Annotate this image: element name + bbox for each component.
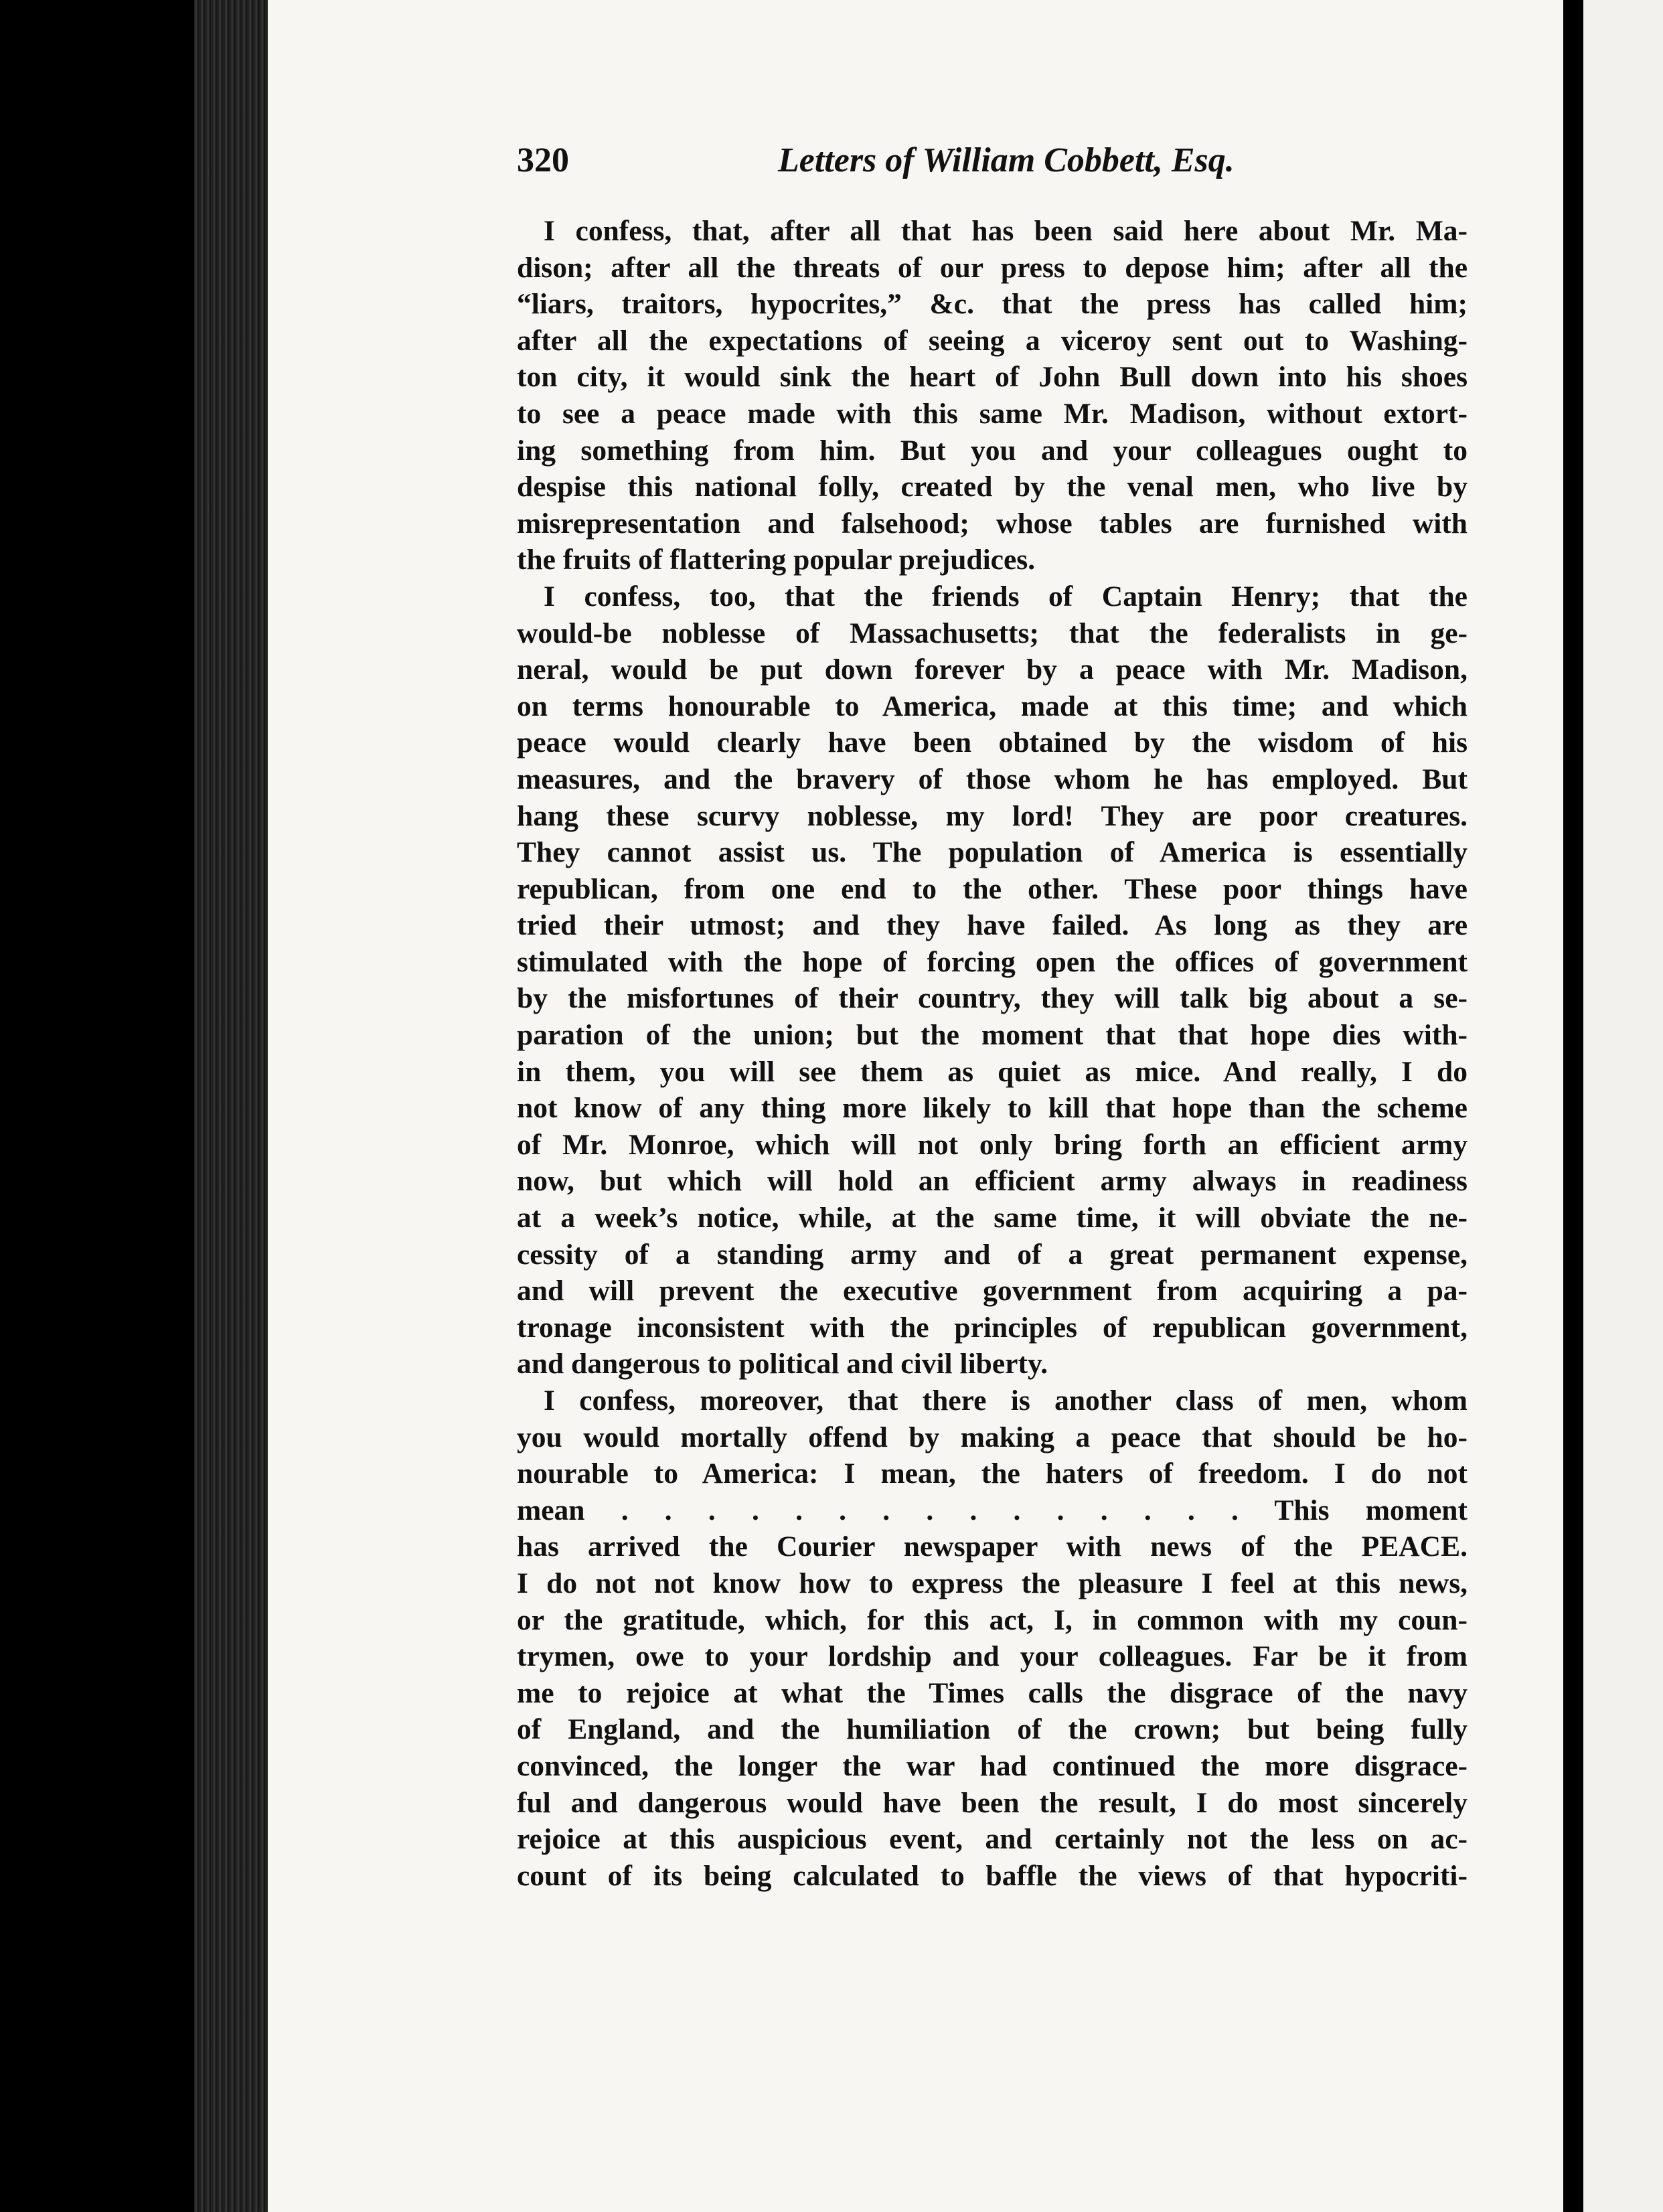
text-line: has arrived the Courier newspaper with news of the PEACE.: [517, 1530, 1468, 1563]
text-line: ton city, it would sink the heart of John Bull down into his shoes: [517, 361, 1468, 394]
text-line: you would mortally offend by making a peace that should be ho-: [517, 1421, 1468, 1453]
text-line: now, but which will hold an efficient army always in readiness: [517, 1165, 1468, 1198]
text-line: on terms honourable to America, made at this time; and which: [517, 690, 1468, 722]
text-line: dison; after all the threats of our press to depose him; after all the: [517, 251, 1468, 284]
text-line: paration of the union; but the moment that that hope dies with-: [517, 1019, 1468, 1052]
text-line: trymen, owe to your lordship and your colleagues. Far be it from: [517, 1640, 1468, 1673]
text-line: rejoice at this auspicious event, and certainly not the less on ac-: [517, 1823, 1468, 1856]
text-line: “liars, traitors, hypocrites,” &c. that the press has called him;: [517, 288, 1468, 321]
text-line: me to rejoice at what the Times calls the disgrace of the navy: [517, 1676, 1468, 1709]
text-line: would-be noblesse of Massachusetts; that the federalists in ge-: [517, 617, 1468, 649]
body-text: [517, 213, 1468, 1894]
text-line: I confess, moreover, that there is another class of men, whom: [544, 1385, 1468, 1417]
text-line: mean . . . . . . . . . . . . . . . This moment: [517, 1494, 1468, 1526]
text-line: cessity of a standing army and of a great permanent expense,: [517, 1238, 1468, 1271]
text-line: or the gratitude, which, for this act, I, in common with my coun-: [517, 1603, 1468, 1636]
text-line: by the misfortunes of their country, they will talk big about a se-: [517, 982, 1468, 1015]
text-line: despise this national folly, created by the venal men, who live by: [517, 471, 1468, 503]
text-line: hang these scurvy noblesse, my lord! They are poor creatures.: [517, 799, 1468, 832]
text-line: stimulated with the hope of forcing open the offices of government: [517, 945, 1468, 978]
text-line: of Mr. Monroe, which will not only bring forth an efficient army: [517, 1128, 1468, 1161]
running-head: Letters of William Cobbett, Esq.: [778, 141, 1235, 179]
facing-page-edge: [1583, 0, 1663, 2212]
text-line: not know of any thing more likely to kill that hope than the scheme: [517, 1092, 1468, 1125]
page-header: [517, 141, 1280, 194]
text-line: nourable to America: I mean, the haters of freedom. I do not: [517, 1457, 1468, 1490]
text-line: and dangerous to political and civil liberty.: [517, 1348, 1048, 1380]
text-line: and will prevent the executive government from acquiring a pa-: [517, 1275, 1468, 1308]
text-line: peace would clearly have been obtained by the wisdom of his: [517, 726, 1468, 759]
page-number: 320: [517, 141, 569, 179]
text-line: I do not not know how to express the pleasure I feel at this news,: [517, 1567, 1468, 1599]
text-line: at a week’s notice, while, at the same time, it will obviate the ne-: [517, 1202, 1468, 1235]
text-line: tried their utmost; and they have failed. As long as they are: [517, 909, 1468, 942]
text-line: I confess, that, after all that has been said here about Mr. Ma-: [544, 215, 1468, 247]
book-gutter: [194, 0, 268, 2212]
text-line: measures, and the bravery of those whom he has employed. But: [517, 763, 1468, 795]
text-line: to see a peace made with this same Mr. Madison, without extort-: [517, 397, 1468, 430]
text-line: misrepresentation and falsehood; whose tables are furnished with: [517, 507, 1468, 540]
text-line: I confess, too, that the friends of Captain Henry; that the: [544, 580, 1468, 613]
text-line: the fruits of flattering popular prejudices.: [517, 544, 1036, 576]
text-line: in them, you will see them as quiet as mice. And really, I do: [517, 1055, 1468, 1088]
text-line: convinced, the longer the war had continued the more disgrace-: [517, 1749, 1468, 1782]
text-line: republican, from one end to the other. These poor things have: [517, 872, 1468, 905]
text-line: ing something from him. But you and your colleagues ought to: [517, 434, 1468, 467]
text-line: tronage inconsistent with the principles of republican government,: [517, 1311, 1468, 1344]
text-line: ful and dangerous would have been the result, I do most sincerely: [517, 1786, 1468, 1819]
text-line: after all the expectations of seeing a viceroy sent out to Washing-: [517, 324, 1468, 357]
text-line: of England, and the humiliation of the crown; but being fully: [517, 1713, 1468, 1746]
text-line: count of its being calculated to baffle the views of that hypocriti-: [517, 1859, 1468, 1892]
page-edge: [1563, 0, 1583, 2212]
text-line: neral, would be put down forever by a peace with Mr. Madison,: [517, 653, 1468, 686]
text-line: They cannot assist us. The population of America is essentially: [517, 836, 1468, 869]
